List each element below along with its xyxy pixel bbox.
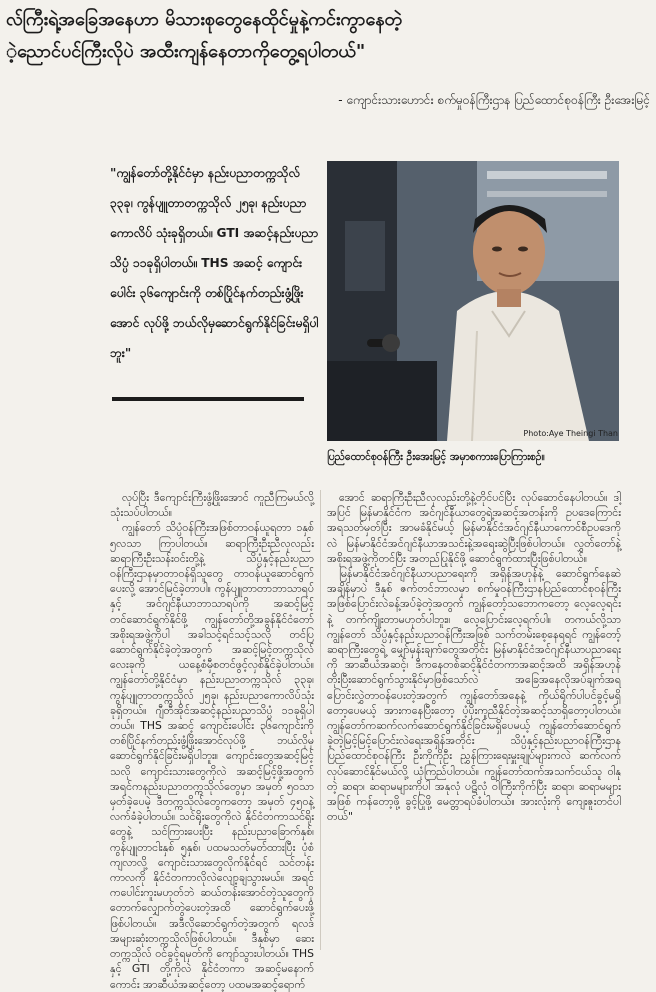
headline [6, 4, 646, 68]
photo-caption: ပြည်ထောင်စုဝန်ကြီး ဦးအေးမြင့် အမှာစကားပြောကြားစဉ်။ [327, 451, 545, 463]
body-paragraph: လုပ်ပြီး ဒီကျောင်းကြီးဖွံ့ဖြိုးအောင် ကူညီကြမယ်လို့သုံးသပ်ပါတယ်။ [110, 491, 314, 520]
photo-credit: Photo:Aye Theingi Than [523, 429, 618, 438]
body-paragraph: ကျွန်တော် သိပ္ပံဝန်ကြီးအဖြစ်တာဝန်ယူရတာ ၁နှစ် ၅လသာ ကြာပါတယ်။ ဆရာကြီးဦးညီလှလည်း ဆရာကြီးဦးသန်းဝင်းတို့နဲ့ သိပ္ပံနှင့်နည်းပညာဝန်ကြီးဌာနမှာတာဝန်ရှိသူတွေ တာဝန်ယူဆောင်ရွက်ပေးလို့ အောင်မြင်ခဲ့တာပါ။ ကွန်ပျူတာတာဘာသာရပ်နှင့် အင်ဂျင်နီယာဘာသာရပ်ကို အဆင့်မြင့်တင်ဆောင်ရွက်နိုင်ဖို့ ကျွန်တော်တို့အခွန်နိုင်ငံတော်အစိုးရအဖွဲ့ကိုပါ အခါသင့်ရင်သင့်သလို တင်ပြဆောင်ရွက်နိုင်ခဲ့တဲ့အတွက် အဆင့်မြင့်တက္ကသိုလ်လေးခုကို ယနေ့စံမှီစတင်ဖွင့်လှစ်နိုင်ခဲ့ပါတယ်။ ကျွန်တော်တို့နိုင်ငံမှာ နည်းပညာတက္ကသိုလ် ၃၃ခု၊ ကွန်ပျူတာတက္ကသိုလ် ၂၅ခု၊ နည်းပညာကောလိပ်သုံးခုရှိတယ်။ ဂျီတီအိုင်အဆင့်နည်းပညာသိပ္ပံ ၁၁ခုရှိပါတယ်။ THS အဆင့် ကျောင်းပေါင်း ၃၆ကျောင်းကို တစ်ပြိုင်နက်တည်းဖွံ့ဖြိုးအောင်လုပ်ဖို့ ဘယ်လိုမှဆောင်ရွက်နိုင်ခြင်းမရှိပါဘူး။ ကျောင်းတွေအဆင့်မြင့်သလို ကျောင်းသားတွေကိုလဲ အဆင့်မြင့်ဖို့အတွက် အရင်ကနည်းပညာတက္ကသိုလ်တွေမှာ အမှတ် ၅၀သာမှတ်ခဲ့ပေမဲ့ ဒီတက္ကသိုလ်တွေကတော့ အမှတ် ၄၅၀နဲ့ လက်ခံခဲ့ပါတယ်။ သင်ရိုးတွေကိုလဲ နိုင်ငံတကာသင်ရိုးတွေနဲ့ သင်ကြားပေးပြီး နည်းပညာခြောက်နှစ်၊ ကွန်ပျူတာငါးနှစ် ၅နှစ်၊ ပထမသတ်မှတ်ထားပြီး ပုံစံကျလာလို့ ကျောင်းသားတွေလိုက်နိုင်ရင် သင်တန်းကာလကို နိုင်ငံတကာလိုလဲလျော့ချသွားမယ်။ အရင်ကပေါင်းကူးမဟုတ်ဘဲ ဆယ်တန်းအောင်တဲ့သူတွေကို တောက်လျှောက်တွဲပေးတဲ့အထိ ဆောင်ရွက်ပေးဖို့ဖြစ်ပါတယ်။ အဒီလိုဆောင်ရွက်တဲ့အတွက် ရလဒ်အများဆုံးတက္ကသိုလ်ဖြစ်ပါတယ်။ ဒီနှစ်မှာ ဆေးတက္ကသိုလ် ဝင်ခွင့်ရမှတ်ကို ကျော်သွားပါတယ်။ THS နှင့် GTI တို့ကိုလဲ နိုင်ငံတကာ အဆင့်မနောက်ကောင်း အာဆီယံအဆင့်တော့ ပထမအဆင့်ရောက် [110, 521, 314, 991]
body-column-right [327, 490, 621, 954]
speaker-photo [327, 161, 619, 441]
byline: - ကျောင်းသားဟောင်း စက်မှုဝန်ကြီးဌာန ပြည်ထောင်စုဝန်ကြီး ဦးအေးမြင့် [338, 93, 650, 107]
body-paragraph: မြန်မာနိုင်ငံအင်ဂျင်နီယာပညာရေးကို အရှိန်အဟုန်နဲ့ ဆောင်ရွက်နေဆဲအချိန်မှာပဲ ဒီနှစ် ဇက်တင်ဘာလမှာ စက်မှုဝန်ကြီးဌာနပြည်ထောင်စုဝန်ကြီးအဖြစ်ပြောင်းလဲခန့်အပ်ခဲ့တဲ့အတွက် ကျွန်တော့်သဘောကတော့ လေ့လေ့ရင်းနဲ့ တက်ကျိုးတာမဟုတ်ပါဘူး။ လေ့ပြောင်းလေ့ရက်ပါ။ တကယ်လို့သာ ကျွန်တော် သိပ္ပံနှင့်နည်းပညာဝန်ကြီးအဖြစ် သက်တမ်းစေ့နေရရင် ကျွန်တော့်ဆရာကြီးတွေရဲ့ မျှော်မှန်းချက်တွေအတိုင်း မြန်မာနိုင်ငံအင်ဂျင်နီယာပညာရေးကို အာဆီယံအဆင့်၊ ဒီကနေတစ်ဆင့်နိုင်ငံတကာအဆင့်အထိ အရှိန်အဟုန်တိုးပြီးဆောင်ရွက်သွားနိုင်မှာဖြစ်သော်လဲ အခြေအနေလိုအပ်ချက်အရ ပြောင်းလွှဲတာဝန်ပေးတဲ့အတွက် ကျွန်တော်အနေနဲ့ ကိုယ်ရိုက်ပါပင်ခွင့်မရှိတော့ပေမယ့် အားကနေပြီးတော့ ပံ့ပိုးကူညီနိုင်တဲ့အဆင့်သာရှိတော့ပါတယ်။ ကျွန်တော်ကဆက်လက်ဆောင်ရွက်နိုင်ခြင်းမရှိပေမယ့် ကျွန်တော်ဆောင်ရွက်ခဲ့တဲ့မြင့်မြင့်ပြောင်းလဲရေးအရှိန်အတိုင်း သိပ္ပံနှင့်နည်းပညာဝန်ကြီးဌာန ပြည်ထောင်စုဝန်ကြီး ဦးကိုကိုဦး ညွှန်ကြားရေးမှူးချုပ်များကလဲ ဆက်လက်လုပ်ဆောင်နိုင်မယ်လို့ ယုံကြည်ပါတယ်။ ကျွန်တော်ထက်အသက်ငယ်သူ ဝါနုတဲ့ ဆရာ၊ ဆရာမများကိုပါ အနုလုံ ပဋိလုံ ဝါကြီးကိုက်ပြီး ဆရာ၊ ဆရာမများအဖြစ် ကန်တော့ဖို့ ခွင့်ပြုဖို့ မေတ္တာရပ်ခံပါတယ်။ အားလုံးကို ကျေးဇူးတင်ပါတယ်" [327, 567, 621, 824]
body-paragraph: အောင် ဆရာကြီးဦးညီလှလည်းတို့နဲ့တိုင်ပင်ပြီး လုပ်ဆောင်နေပါတယ်။ ဒါ့အပြင် မြန်မာနိုင်ငံက အင်ဂျင်နီယာတွေရဲ့အဆင့်အတန်းကို ဥပဒေကြောင်းအရသတ်မှတ်ပြီး အာမခံနိုင်မယ့် မြန်မာနိုင်ငံအင်ဂျင်နီယာကောင်စီဥပဒေကိုလဲ မြန်မာနိုင်ငံအင်ဂျင်နီယာအသင်းနဲ့အရေးဆွဲပြီးဖြစ်ပါတယ်။ လွှတ်တော်နဲ့ အစိုးရအဖွဲ့ကိုတင်ပြီး အတည်ပြုနိုင်ဖို့ ဆောင်ရွက်ထားပြီးဖြစ်ပါတယ်။ [327, 491, 621, 565]
body-column-left [110, 490, 314, 991]
headline-line-2: ဲ့ညောင်ပင်ကြီးလိုပဲ အထီးကျန်နေတာကိုတွေ့ရပါတယ်" [6, 41, 366, 62]
headline-line-1: လ်ကြီးရဲ့အခြေအနေဟာ မိသားစုတွေနေထိုင်မှုနဲ့ကင်းကွာနေတဲ့ [6, 9, 403, 30]
column-divider [320, 490, 321, 950]
pull-quote: "ကျွန်တော်တို့နိုင်ငံမှာ နည်းပညာတက္ကသိုလ် ၃၃ခု၊ ကွန်ပျူတာတက္ကသိုလ် ၂၅ခု၊ နည်းပညာကောလိပ် သုံးခုရှိတယ်။ GTI အဆင့်နည်းပညာသိပ္ပံ ၁၁ခုရှိပါတယ်။ THS အဆင့် ကျောင်းပေါင်း ၃၆ကျောင်းကို တစ်ပြိုင်နက်တည်းဖွံ့ဖြိုးအောင် လုပ်ဖို့ ဘယ်လိုမှဆောင်ရွက်နိုင်ခြင်းမရှိပါဘူး" [110, 166, 319, 360]
pull-quote-rule [112, 397, 304, 401]
speaker-photo-illustration [327, 161, 619, 441]
